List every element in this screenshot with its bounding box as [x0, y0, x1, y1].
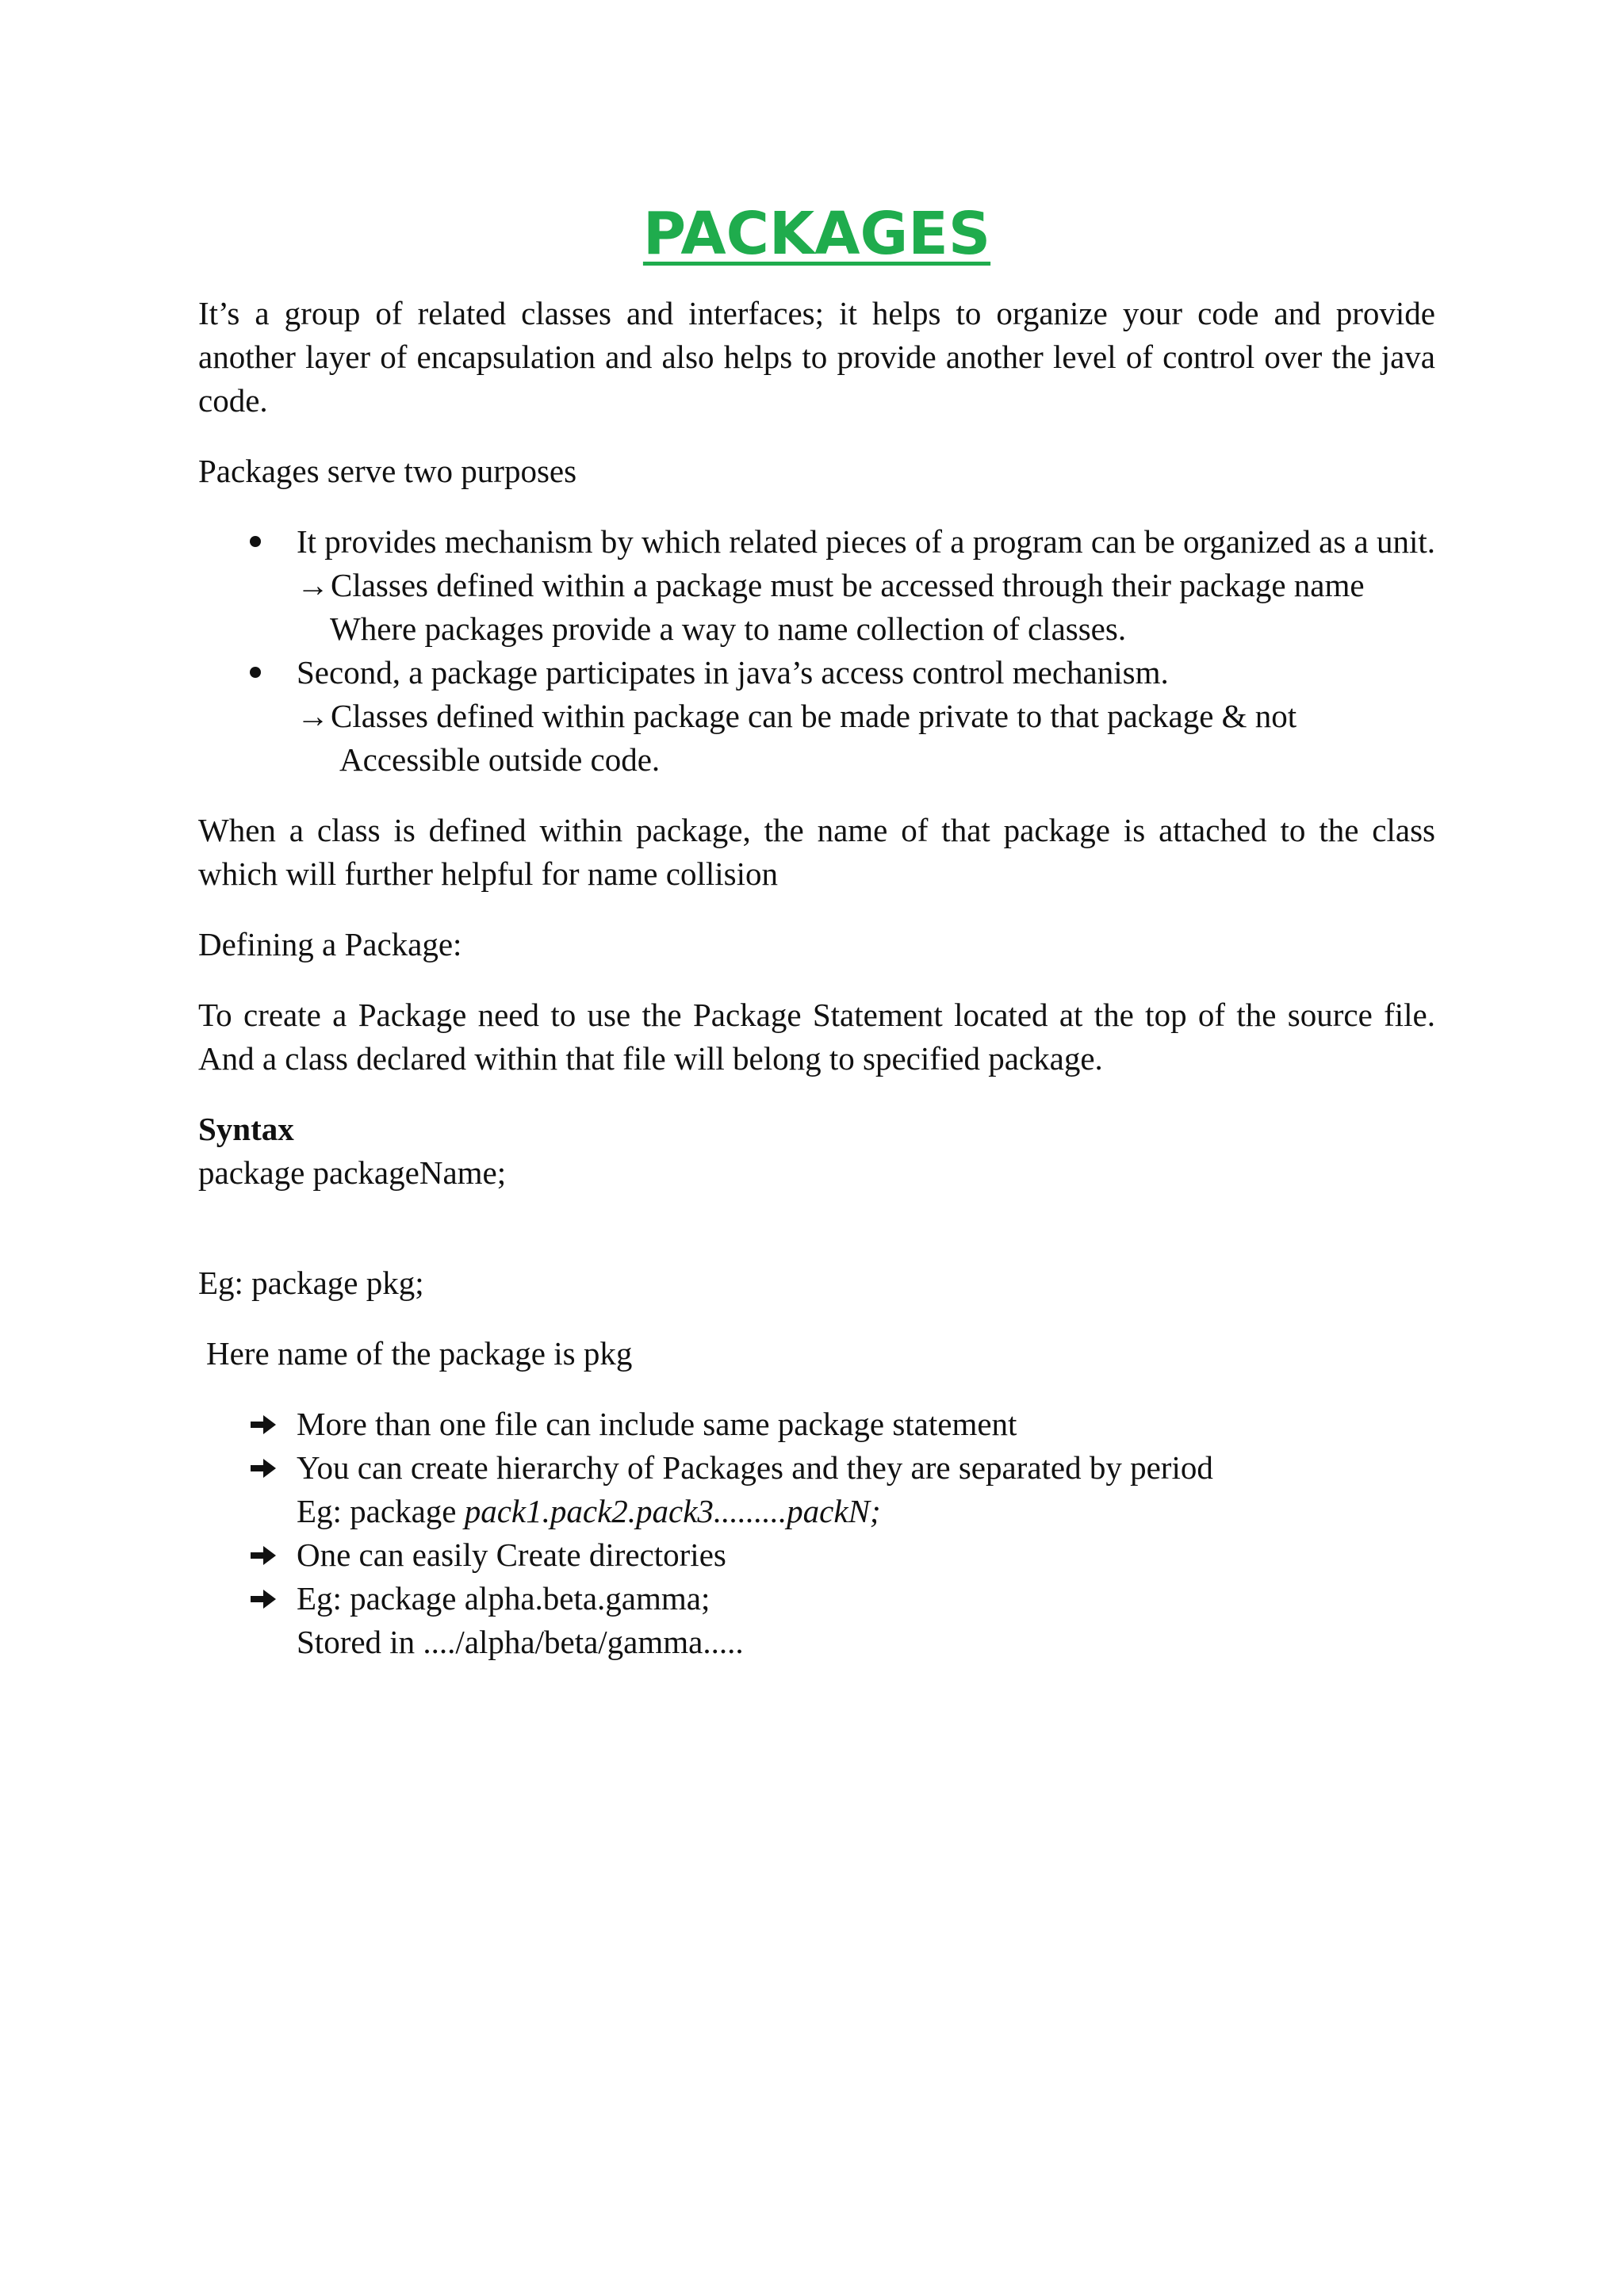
points-list — [198, 1402, 1435, 1664]
arrow-right-icon — [247, 1456, 279, 1481]
point-text: More than one file can include same package statement — [297, 1406, 1017, 1442]
purpose-sub-line2: Where packages provide a way to name collection of classes. — [330, 610, 1127, 647]
purpose-sub-line2: Accessible outside code. — [339, 741, 661, 778]
purpose-item-1 — [198, 520, 1435, 651]
point-text: One can easily Create directories — [297, 1536, 726, 1573]
purposes-heading: Packages serve two purposes — [198, 453, 577, 489]
point-text: Eg: package alpha.beta.gamma; — [297, 1580, 710, 1617]
page-title: PACKAGES — [642, 200, 991, 268]
arrow-right-icon — [247, 1543, 279, 1568]
point-example-prefix: Eg: package — [297, 1493, 465, 1529]
purpose-sub — [297, 564, 1435, 651]
purpose-text: It provides mechanism by which related pieces of a program can be organized as a unit. — [297, 523, 1436, 560]
defining-paragraph: To create a Package need to use the Package Statement located at the top of the source file. And a class declared within that file will belong to specified package. — [198, 997, 1435, 1077]
arrow-icon: → — [297, 698, 329, 734]
point-example — [297, 1490, 1435, 1533]
arrow-right-icon — [247, 1586, 279, 1612]
purpose-sub — [297, 695, 1435, 782]
purpose-text: Second, a package participates in java’s access control mechanism. — [297, 654, 1169, 691]
collision-paragraph: When a class is defined within package, the name of that package is attached to the class which will further helpful for name collision — [198, 812, 1435, 892]
point-item-2 — [198, 1446, 1435, 1533]
point-item-3 — [198, 1533, 1435, 1577]
point-item-1 — [198, 1402, 1435, 1446]
arrow-right-icon — [247, 1412, 279, 1437]
point-text: You can create hierarchy of Packages and they are separated by period — [297, 1449, 1213, 1486]
document-content — [198, 198, 1435, 1664]
syntax-code: package packageName; — [198, 1154, 507, 1191]
purpose-sub-line1: Classes defined within package can be made private to that package & not — [331, 698, 1297, 734]
purpose-sub-line1: Classes defined within a package must be accessed through their package name — [331, 567, 1365, 603]
point-example-italic: pack1.pack2.pack3.........packN; — [464, 1493, 881, 1529]
syntax-label: Syntax — [198, 1111, 294, 1147]
bullet-icon — [250, 536, 261, 547]
defining-heading: Defining a Package: — [198, 926, 462, 962]
intro-paragraph: It’s a group of related classes and interfaces; it helps to organize your code and provide another layer of encapsulation and also helps to provide another level of control over the java code. — [198, 295, 1435, 419]
example-note: Here name of the package is pkg — [206, 1335, 633, 1372]
bullet-icon — [250, 667, 261, 678]
arrow-icon: → — [297, 567, 329, 603]
syntax-block — [198, 1108, 1435, 1195]
purpose-item-2 — [198, 651, 1435, 782]
example-line: Eg: package pkg; — [198, 1265, 424, 1301]
purposes-list — [198, 520, 1435, 782]
point-item-4 — [198, 1577, 1435, 1664]
point-stored: Stored in ..../alpha/beta/gamma..... — [297, 1624, 744, 1660]
